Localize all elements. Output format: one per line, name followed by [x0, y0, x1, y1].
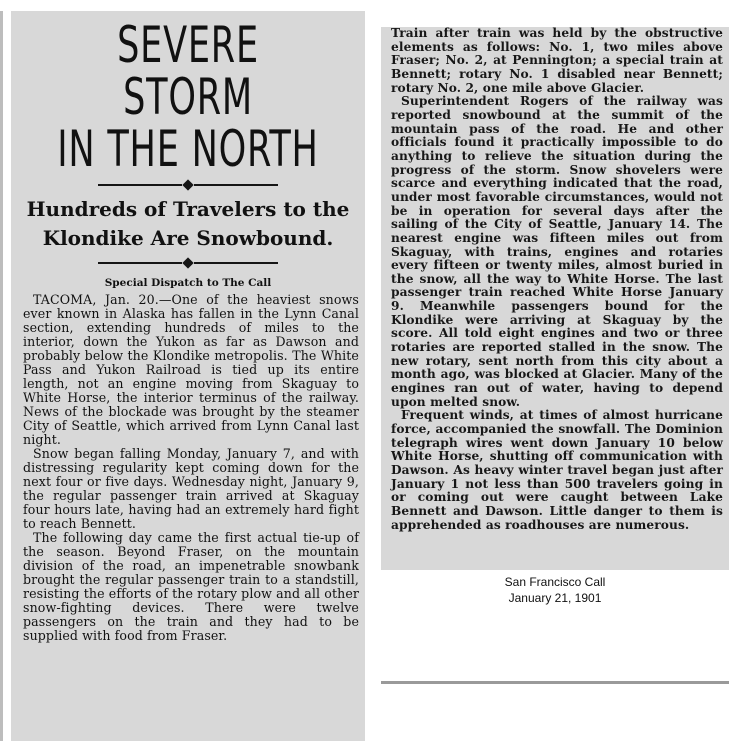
caption-date: January 21, 1901 — [508, 591, 602, 605]
subheadline: Hundreds of Travelers to the Klondike Are Snowbound. — [26, 197, 350, 250]
diamond-icon — [182, 179, 193, 190]
clipping-left-column — [11, 11, 365, 741]
headline-line-2: IN THE NORTH — [57, 120, 319, 178]
dispatch-line: Special Dispatch to The Call — [104, 277, 272, 289]
diamond-icon — [182, 257, 193, 268]
divider — [381, 681, 729, 684]
article-paragraph: Snow began falling Monday, January 7, and with distressing regularity kept coming down for the next four or five days. Wednesday night, January 9, the regular passenger train arrived at Skaguay four hours late, having had an extremely hard fight to reach Bennett. — [23, 446, 359, 531]
article-paragraph: Superintendent Rogers of the railway was reported snowbound at the summit of the mountain pass of the road. He and other officials found it practically impossible to do anything to relieve the situation during the progress of the storm. Snow shovelers were scarce and everything indicated that the road, under most favorable circumstances, would not be in operation for several days after the sailing of the City of Seattle, January 14. The nearest engine was fifteen miles out from Skaguay, with trains, engines and rotaries every fifteen or twenty miles, almost buried in the snow, all the way to White Horse. The last passenger train reached White Horse January 9. Meanwhile passengers bound for the Klondike were arriving at Skaguay by the score. All told eight engines and two or three rotaries are reported stalled in the snow. The new rotary, sent north from this city about a month ago, was blocked at Glacier. Many of the engines ran out of water, having to depend upon melted snow. — [391, 94, 723, 409]
clipping-right-column — [381, 27, 729, 570]
ornament-rule-top — [98, 181, 278, 189]
article-paragraph: Frequent winds, at times of almost hurricane force, accompanied the snowfall. The Dominion telegraph wires went down January 10 below White Horse, shutting off communication with Dawson. As heavy winter travel began just after January 1 not less than 500 travelers going in or coming out were caught between Lake Bennett and Dawson. Little danger to them is apprehended as roadhouses are numerous. — [391, 408, 723, 532]
caption-newspaper-name: San Francisco Call — [504, 575, 606, 589]
ornament-rule-bottom — [98, 259, 278, 267]
scan-edge — [0, 11, 3, 741]
article-paragraph: Train after train was held by the obstructive elements as follows: No. 1, two miles above Fraser; No. 2, at Pennington; a special train at Bennett; rotary No. 1 disabled near Bennett; rotary No. 2, one mile above Glacier. — [391, 27, 723, 95]
article-paragraph: TACOMA, Jan. 20.—One of the heaviest snows ever known in Alaska has fallen in the Lynn Canal section, extending hundreds of miles to the interior, down the Yukon as far as Dawson and probably below the Klondike metropolis. The White Pass and Yukon Railroad is tied up its entire length, not an engine moving from Skaguay to White Horse, the interior terminus of the railway. News of the blockade was brought by the steamer City of Seattle, which arrived from Lynn Canal last night. — [23, 292, 359, 447]
headline-line-1: SEVERE STORM — [117, 16, 259, 126]
article-paragraph: The following day came the first actual tie-up of the season. Beyond Fraser, on the mountain division of the road, an impenetrable snowbank brought the regular passenger train to a standstill, resisting the efforts of the rotary plow and all other snow-fighting devices. There were twelve passengers on the train and they had to be supplied with food from Fraser. — [23, 530, 359, 643]
